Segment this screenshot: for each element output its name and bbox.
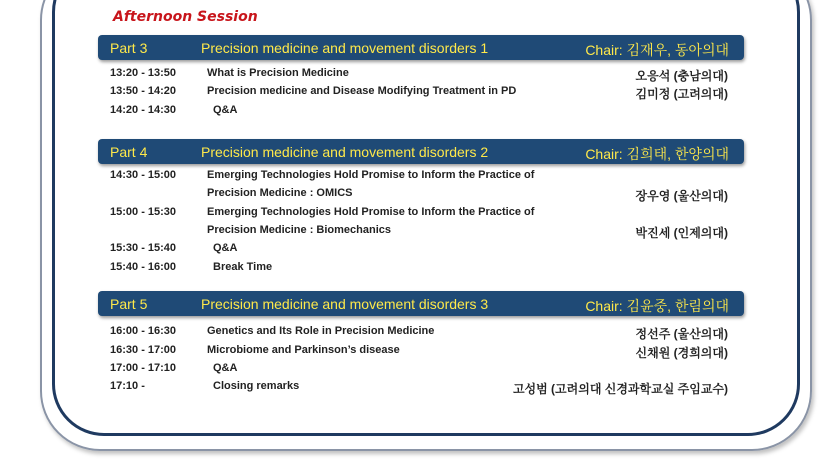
schedule-row-cont (0, 224, 826, 240)
time: 14:30 - 15:00 (110, 169, 177, 181)
schedule-row (0, 362, 826, 378)
topic: Emerging Technologies Hold Promise to Inform the Practice of (207, 169, 535, 181)
topic: Q&A (213, 242, 238, 254)
schedule-row (0, 67, 826, 83)
part-chair: Chair: 김재우, 동아의대 (585, 42, 729, 58)
schedule-row (0, 206, 826, 222)
schedule-row (0, 344, 826, 360)
topic: Precision medicine and Disease Modifying Treatment in PD (207, 85, 517, 97)
topic-continued: Precision Medicine : OMICS (207, 187, 353, 199)
topic: Closing remarks (213, 380, 300, 392)
schedule-row (0, 325, 826, 341)
session-title: Afternoon Session (113, 9, 258, 25)
time: 15:00 - 15:30 (110, 206, 177, 218)
speaker: 오응석 (충남의대) (635, 69, 728, 83)
part-number: Part 3 (110, 40, 148, 56)
time: 17:00 - 17:10 (110, 362, 177, 374)
part-title: Precision medicine and movement disorders 3 (201, 296, 489, 312)
part-chair: Chair: 김윤중, 한림의대 (585, 298, 729, 314)
topic: What is Precision Medicine (207, 67, 349, 79)
speaker: 김미정 (고려의대) (635, 87, 728, 101)
time: 16:30 - 17:00 (110, 344, 177, 356)
topic: Genetics and Its Role in Precision Medicine (207, 325, 435, 337)
schedule-row (0, 169, 826, 185)
time: 13:50 - 14:20 (110, 85, 177, 97)
schedule-row-cont (0, 187, 826, 203)
part-title: Precision medicine and movement disorders 1 (201, 40, 489, 56)
part-number: Part 5 (110, 296, 148, 312)
topic: Emerging Technologies Hold Promise to Inform the Practice of (207, 206, 535, 218)
schedule-row (0, 380, 826, 396)
time: 17:10 - (110, 380, 145, 392)
time: 16:00 - 16:30 (110, 325, 177, 337)
time: 15:40 - 16:00 (110, 261, 177, 273)
topic: Q&A (213, 362, 238, 374)
topic: Microbiome and Parkinson’s disease (207, 344, 400, 356)
part-title: Precision medicine and movement disorders 2 (201, 144, 489, 160)
speaker: 정선주 (울산의대) (635, 327, 728, 341)
time: 14:20 - 14:30 (110, 104, 177, 116)
time: 15:30 - 15:40 (110, 242, 177, 254)
topic: Q&A (213, 104, 238, 116)
speaker: 장우영 (울산의대) (635, 189, 728, 203)
schedule-row (0, 261, 826, 277)
speaker: 박진세 (인제의대) (635, 226, 728, 240)
schedule-row (0, 104, 826, 120)
topic: Break Time (213, 261, 273, 273)
part-number: Part 4 (110, 144, 148, 160)
part-3-header (98, 35, 744, 60)
part-5-header (98, 291, 744, 316)
schedule-row (0, 85, 826, 101)
part-chair: Chair: 김희태, 한양의대 (585, 146, 729, 162)
topic-continued: Precision Medicine : Biomechanics (207, 224, 392, 236)
time: 13:20 - 13:50 (110, 67, 177, 79)
part-4-header (98, 139, 744, 164)
speaker: 고성범 (고려의대 신경과학교실 주임교수) (512, 382, 728, 396)
speaker: 신채원 (경희의대) (635, 346, 728, 360)
schedule-row (0, 242, 826, 258)
